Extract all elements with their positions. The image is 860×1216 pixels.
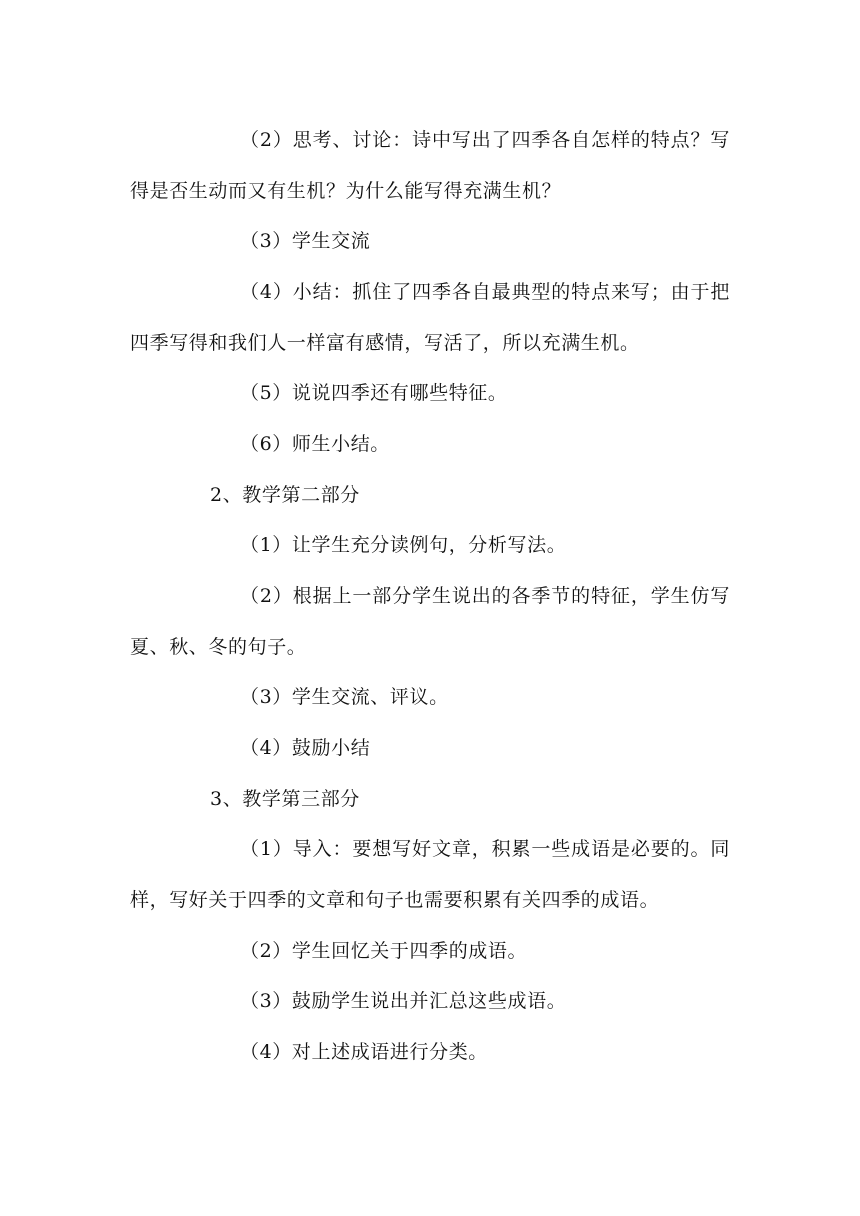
paragraph-line: （2）思考、讨论：诗中写出了四季各自怎样的特点？写: [240, 129, 730, 151]
paragraph-line: （5）说说四季还有哪些特征。: [240, 382, 508, 404]
paragraph-line: （3）学生交流: [240, 230, 371, 252]
paragraph-line: （4）小结：抓住了四季各自最典型的特点来写；由于把: [240, 281, 730, 303]
paragraph-line: （3）鼓励学生说出并汇总这些成语。: [240, 990, 567, 1012]
paragraph-line: （3）学生交流、评议。: [240, 686, 449, 708]
paragraph-line: （4）鼓励小结: [240, 737, 371, 759]
paragraph-line: （1）让学生充分读例句，分析写法。: [240, 534, 567, 556]
paragraph-line: 夏、秋、冬的句子。: [130, 636, 307, 658]
section-heading: 3、教学第三部分: [210, 788, 360, 810]
paragraph-line: 四季写得和我们人一样富有感情，写活了，所以充满生机。: [130, 332, 640, 354]
paragraph-line: 样，写好关于四季的文章和句子也需要积累有关四季的成语。: [130, 889, 660, 911]
paragraph-line: （1）导入：要想写好文章，积累一些成语是必要的。同: [240, 838, 730, 860]
paragraph-line: （4）对上述成语进行分类。: [240, 1041, 488, 1063]
paragraph-line: （2）根据上一部分学生说出的各季节的特征，学生仿写: [240, 585, 730, 607]
paragraph-line: 得是否生动而又有生机？为什么能写得充满生机？: [130, 180, 562, 202]
section-heading: 2、教学第二部分: [210, 484, 360, 506]
paragraph-line: （2）学生回忆关于四季的成语。: [240, 940, 528, 962]
paragraph-line: （6）师生小结。: [240, 433, 390, 455]
